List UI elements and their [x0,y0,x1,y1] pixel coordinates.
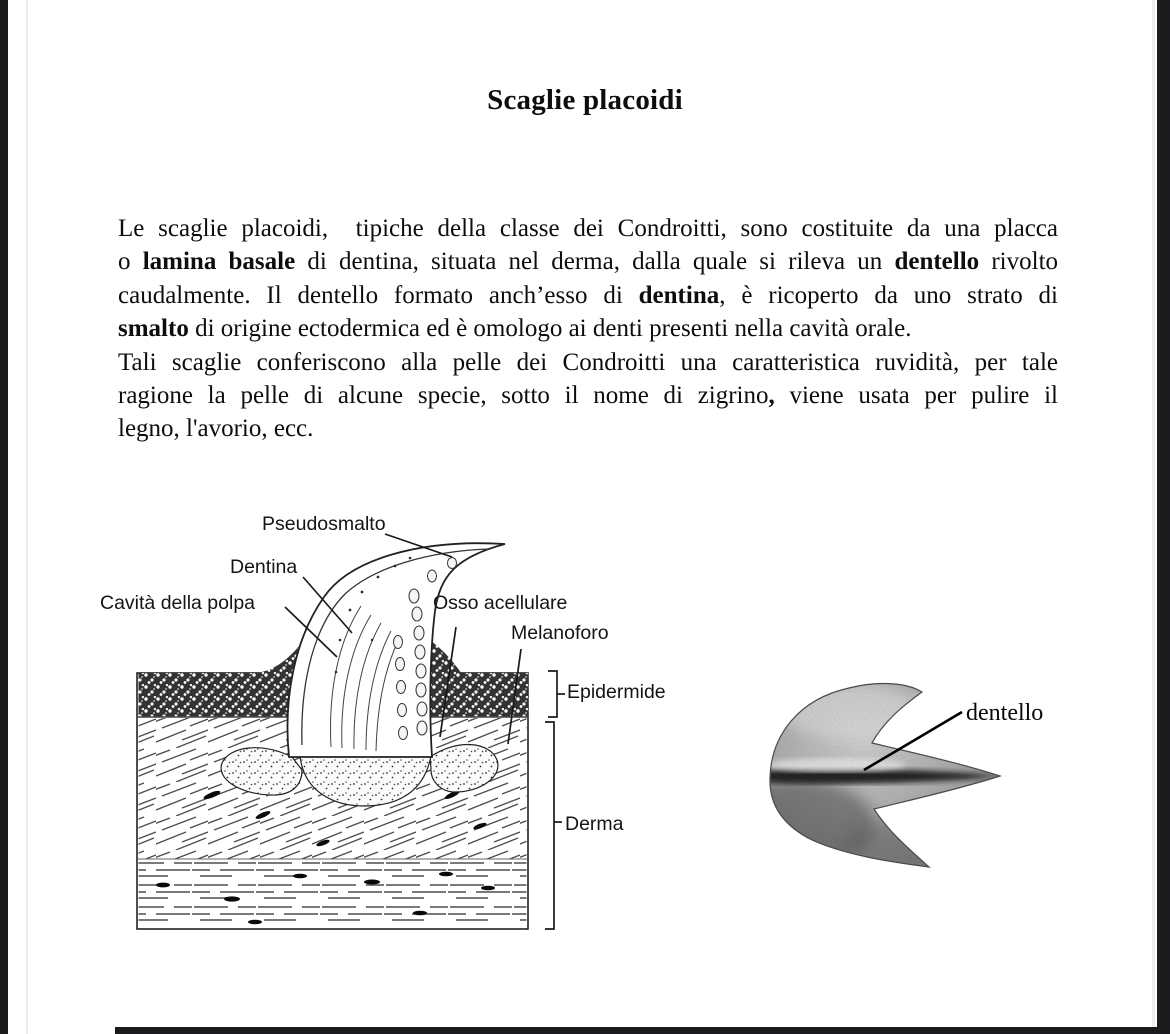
label-dentina: Dentina [230,556,298,578]
viewer-left-edge [0,0,8,1034]
skin-section-illustration [90,505,690,965]
dentello-illustration [740,655,1080,890]
label-derma: Derma [565,813,624,835]
label-epidermide: Epidermide [567,681,666,703]
label-melanoforo: Melanoforo [511,622,609,644]
label-cavita-della-polpa: Cavità della polpa [100,592,256,614]
viewer-bottom-edge [115,1027,1170,1034]
figure-skin-section [90,505,690,965]
label-pseudosmalto: Pseudosmalto [262,513,386,535]
paragraph: Le scaglie placoidi, tipiche della classe dei Condroitti, sono costituite da una placca o lamina basale di dentina, situata nel derma, dalla quale si rileva un dentello rivolto caudalmente. Il dentello formato anch’esso di dentina, è ricoperto da uno strato di smalto di origine ectodermica ed è omologo ai denti presenti nella cavità orale. [118,215,1059,343]
page-right-border [1152,0,1155,1034]
viewer-right-edge [1157,0,1170,1034]
body-text [118,212,1058,446]
layer-brackets [545,671,565,929]
label-osso-acellulare: Osso acellulare [433,592,568,614]
figure-dentello [740,655,1080,890]
page-left-border [26,0,28,1034]
label-dentello: dentello [966,700,1044,726]
paragraph: Tali scaglie conferiscono alla pelle dei Condroitti una caratteristica ruvidità, per tale ragione la pelle di alcune specie, sotto il nome di zigrino, viene usata per pulire il legno, l'avorio, ecc. [118,348,1059,443]
page-title: Scaglie placoidi [487,84,683,116]
